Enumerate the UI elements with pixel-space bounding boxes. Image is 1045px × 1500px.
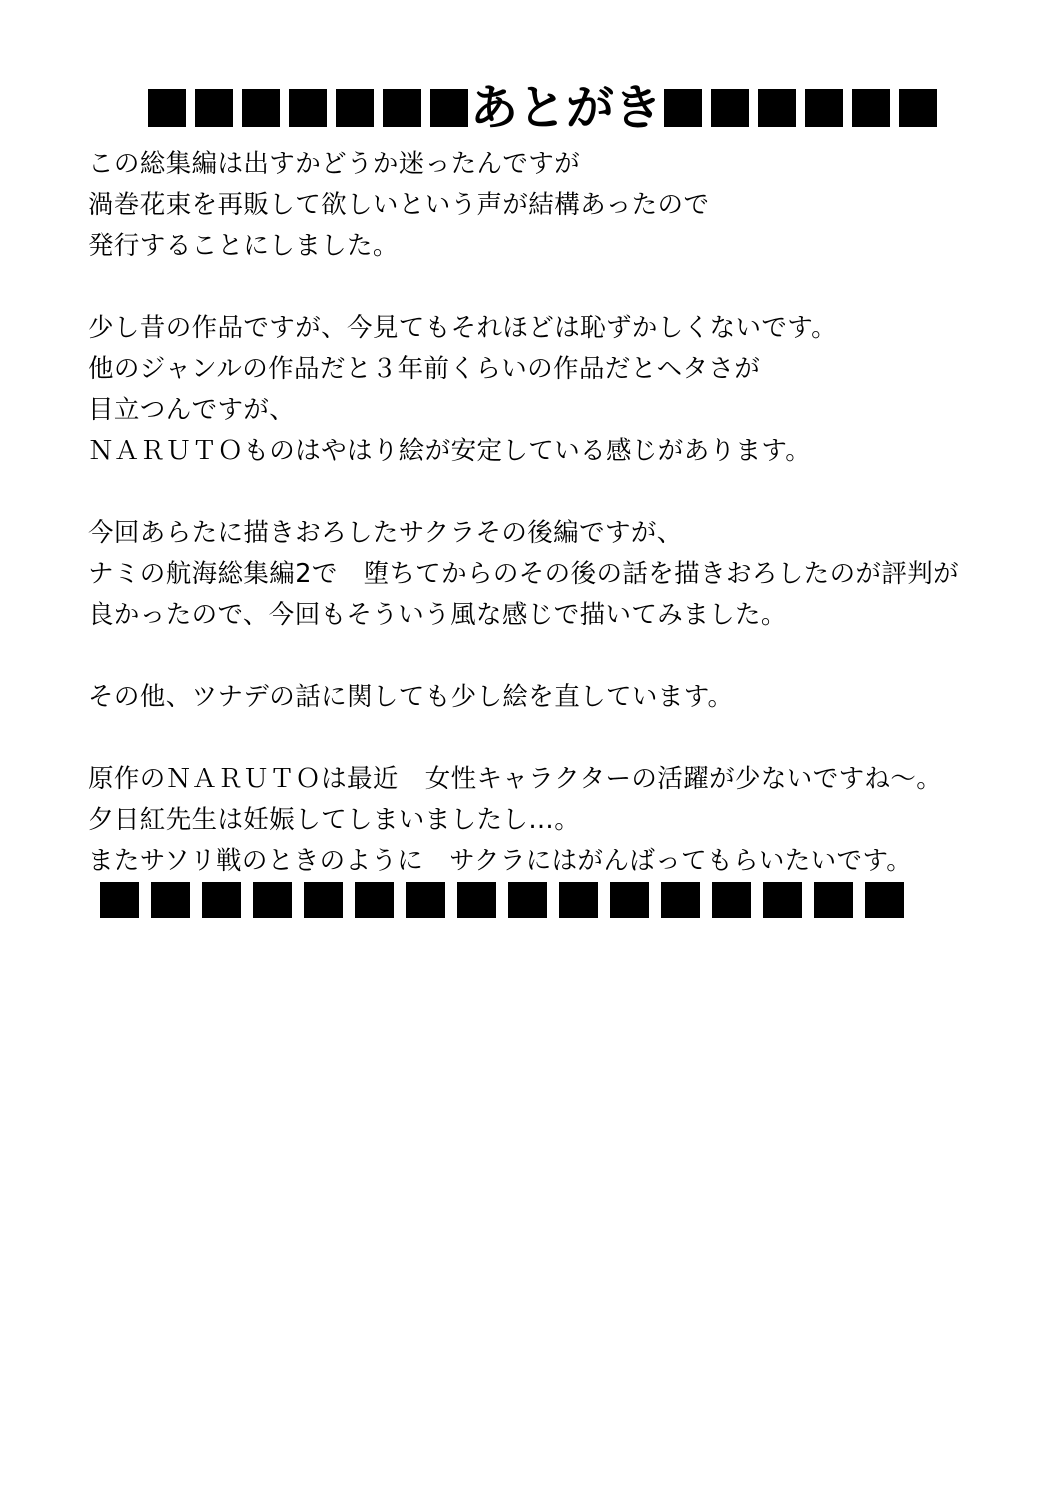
decorative-square — [336, 89, 374, 127]
decorative-square — [559, 882, 598, 918]
afterword-paragraph — [88, 513, 968, 636]
decorative-square — [508, 882, 547, 918]
decorative-square — [805, 89, 843, 127]
afterword-line: またサソリ戦のときのように サクラにはがんばってもらいたいです。 — [88, 846, 913, 876]
decorative-square — [242, 89, 280, 127]
decorative-square — [151, 882, 190, 918]
afterword-paragraph — [88, 759, 968, 882]
afterword-paragraph — [88, 308, 968, 472]
afterword-paragraph — [88, 677, 968, 718]
afterword-line: この総集編は出すかどうか迷ったんですが — [88, 149, 581, 179]
afterword-line: 他のジャンルの作品だと３年前くらいの作品だとヘタさが — [88, 354, 761, 384]
decorative-square — [610, 882, 649, 918]
afterword-body — [88, 144, 968, 882]
decorative-square — [865, 882, 904, 918]
decorative-square — [664, 89, 702, 127]
afterword-line: ナミの航海総集編2で 堕ちてからのその後の話を描きおろしたのが評判が — [88, 559, 960, 589]
page-title: あとがき — [470, 80, 663, 136]
decorative-square — [763, 882, 802, 918]
title-decoration-blocks-right — [664, 89, 937, 127]
decorative-square — [852, 89, 890, 127]
afterword-title-row — [148, 80, 948, 136]
decorative-square — [711, 89, 749, 127]
afterword-line: ＮＡＲＵＴＯものはやはり絵が安定している感じがあります。 — [88, 436, 812, 466]
decorative-square — [304, 882, 343, 918]
decorative-square — [148, 89, 186, 127]
afterword-paragraph — [88, 144, 968, 267]
afterword-line: 渦巻花束を再販して欲しいという声が結構あったので — [88, 190, 710, 220]
decorative-square — [202, 882, 241, 918]
afterword-line: 目立つんですが、 — [88, 395, 296, 425]
decorative-square — [899, 89, 937, 127]
title-decoration-blocks-left — [148, 89, 468, 127]
afterword-line: 良かったので、今回もそういう風な感じで描いてみました。 — [88, 600, 787, 630]
decorative-square — [661, 882, 700, 918]
decorative-square — [195, 89, 233, 127]
afterword-line: 原作のＮＡＲＵＴＯは最近 女性キャラクターの活躍が少ないですね〜。 — [88, 764, 943, 794]
decorative-square — [814, 882, 853, 918]
afterword-line: 今回あらたに描きおろしたサクラその後編ですが、 — [88, 518, 683, 548]
bottom-divider-blocks — [100, 882, 950, 918]
decorative-square — [383, 89, 421, 127]
decorative-square — [406, 882, 445, 918]
decorative-square — [430, 89, 468, 127]
afterword-line: 夕日紅先生は妊娠してしまいましたし…。 — [88, 805, 581, 835]
decorative-square — [253, 882, 292, 918]
afterword-line: その他、ツナデの話に関しても少し絵を直しています。 — [88, 682, 734, 712]
afterword-line: 少し昔の作品ですが、今見てもそれほどは恥ずかしくないです。 — [88, 313, 838, 343]
decorative-square — [355, 882, 394, 918]
decorative-square — [100, 882, 139, 918]
afterword-line: 発行することにしました。 — [88, 231, 399, 261]
decorative-square — [712, 882, 751, 918]
decorative-square — [289, 89, 327, 127]
decorative-square — [758, 89, 796, 127]
decorative-square — [457, 882, 496, 918]
